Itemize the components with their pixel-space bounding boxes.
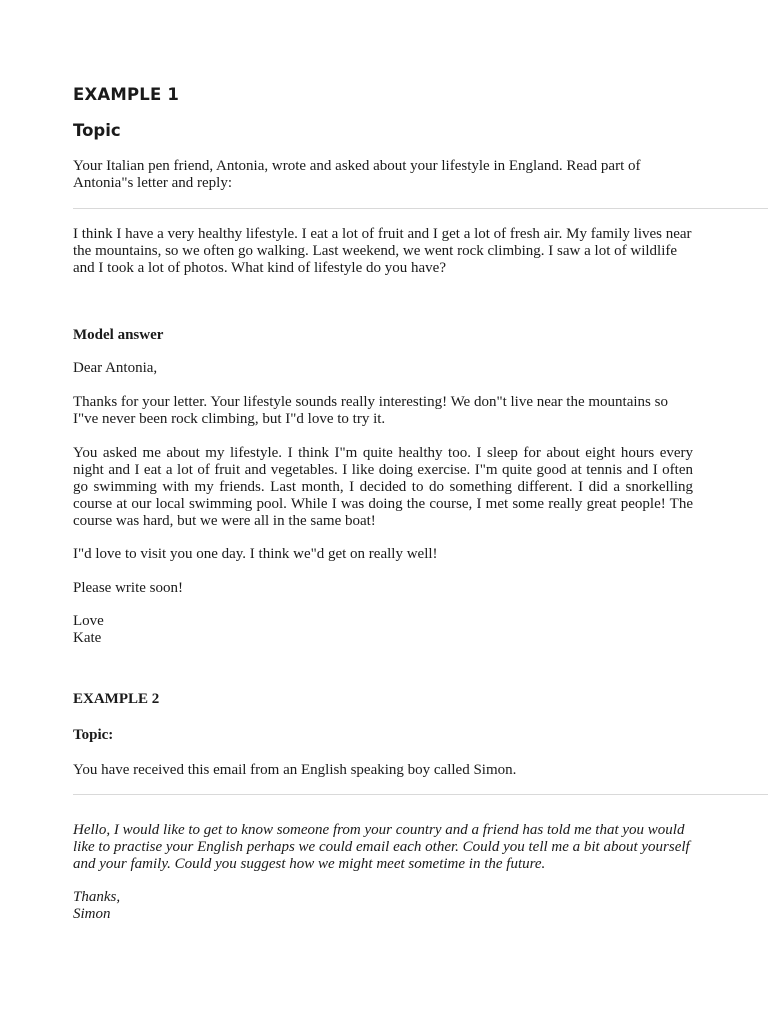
letter-paragraph-4: Please write soon! bbox=[73, 580, 183, 596]
example2-topic-heading: Topic: bbox=[73, 727, 114, 743]
section-divider-2 bbox=[73, 794, 768, 795]
letter-paragraph-2: You asked me about my lifestyle. I think I"m quite healthy too. I sleep for about eight hours every night and I eat a lot of fruit and vegetables. I like doing exercise. I"m quite good at tennis and I often go swimming with my friends. Last month, I decided to do something different. I did a snorkelling course at our local swimming pool. While I was doing the course, I met some really great people! The course was hard, but we were all in the same boat! bbox=[73, 445, 693, 529]
example2-task: You have received this email from an English speaking boy called Simon. bbox=[73, 762, 517, 778]
example1-letter-excerpt: I think I have a very healthy lifestyle. I eat a lot of fruit and I get a lot of fresh air. My family lives near the mountains, so we often go walking. Last weekend, we went rock climbing. I saw a lot of wildlife and I took a lot of photos. What kind of lifestyle do you have? bbox=[73, 226, 692, 276]
example1-task: Your Italian pen friend, Antonia, wrote and asked about your lifestyle in England. Read part of Antonia"s letter and reply: bbox=[73, 158, 641, 191]
simon-email-body: Hello, I would like to get to know someone from your country and a friend has told me that you would like to practise your English perhaps we could email each other. Could you tell me a bit about yourself and your family. Could you suggest how we might meet sometime in the future. bbox=[73, 822, 690, 872]
model-answer-heading: Model answer bbox=[73, 327, 164, 343]
letter-paragraph-1: Thanks for your letter. Your lifestyle sounds really interesting! We don"t live near the mountains so I"ve never been rock climbing, but I"d love to try it. bbox=[73, 394, 668, 427]
example2-heading: EXAMPLE 2 bbox=[73, 691, 160, 707]
letter-paragraph-3: I"d love to visit you one day. I think we"d get on really well! bbox=[73, 546, 438, 562]
letter-signature: Kate bbox=[73, 630, 102, 646]
simon-email-thanks: Thanks, bbox=[73, 889, 121, 905]
section-divider-1 bbox=[73, 208, 768, 209]
letter-greeting: Dear Antonia, bbox=[73, 360, 158, 376]
letter-signoff bbox=[73, 613, 693, 647]
example1-topic-heading: Topic bbox=[73, 121, 121, 140]
example1-heading: EXAMPLE 1 bbox=[73, 85, 180, 104]
simon-email-signature: Simon bbox=[73, 906, 111, 922]
letter-signoff-word: Love bbox=[73, 613, 104, 629]
simon-email-signoff bbox=[73, 889, 693, 923]
